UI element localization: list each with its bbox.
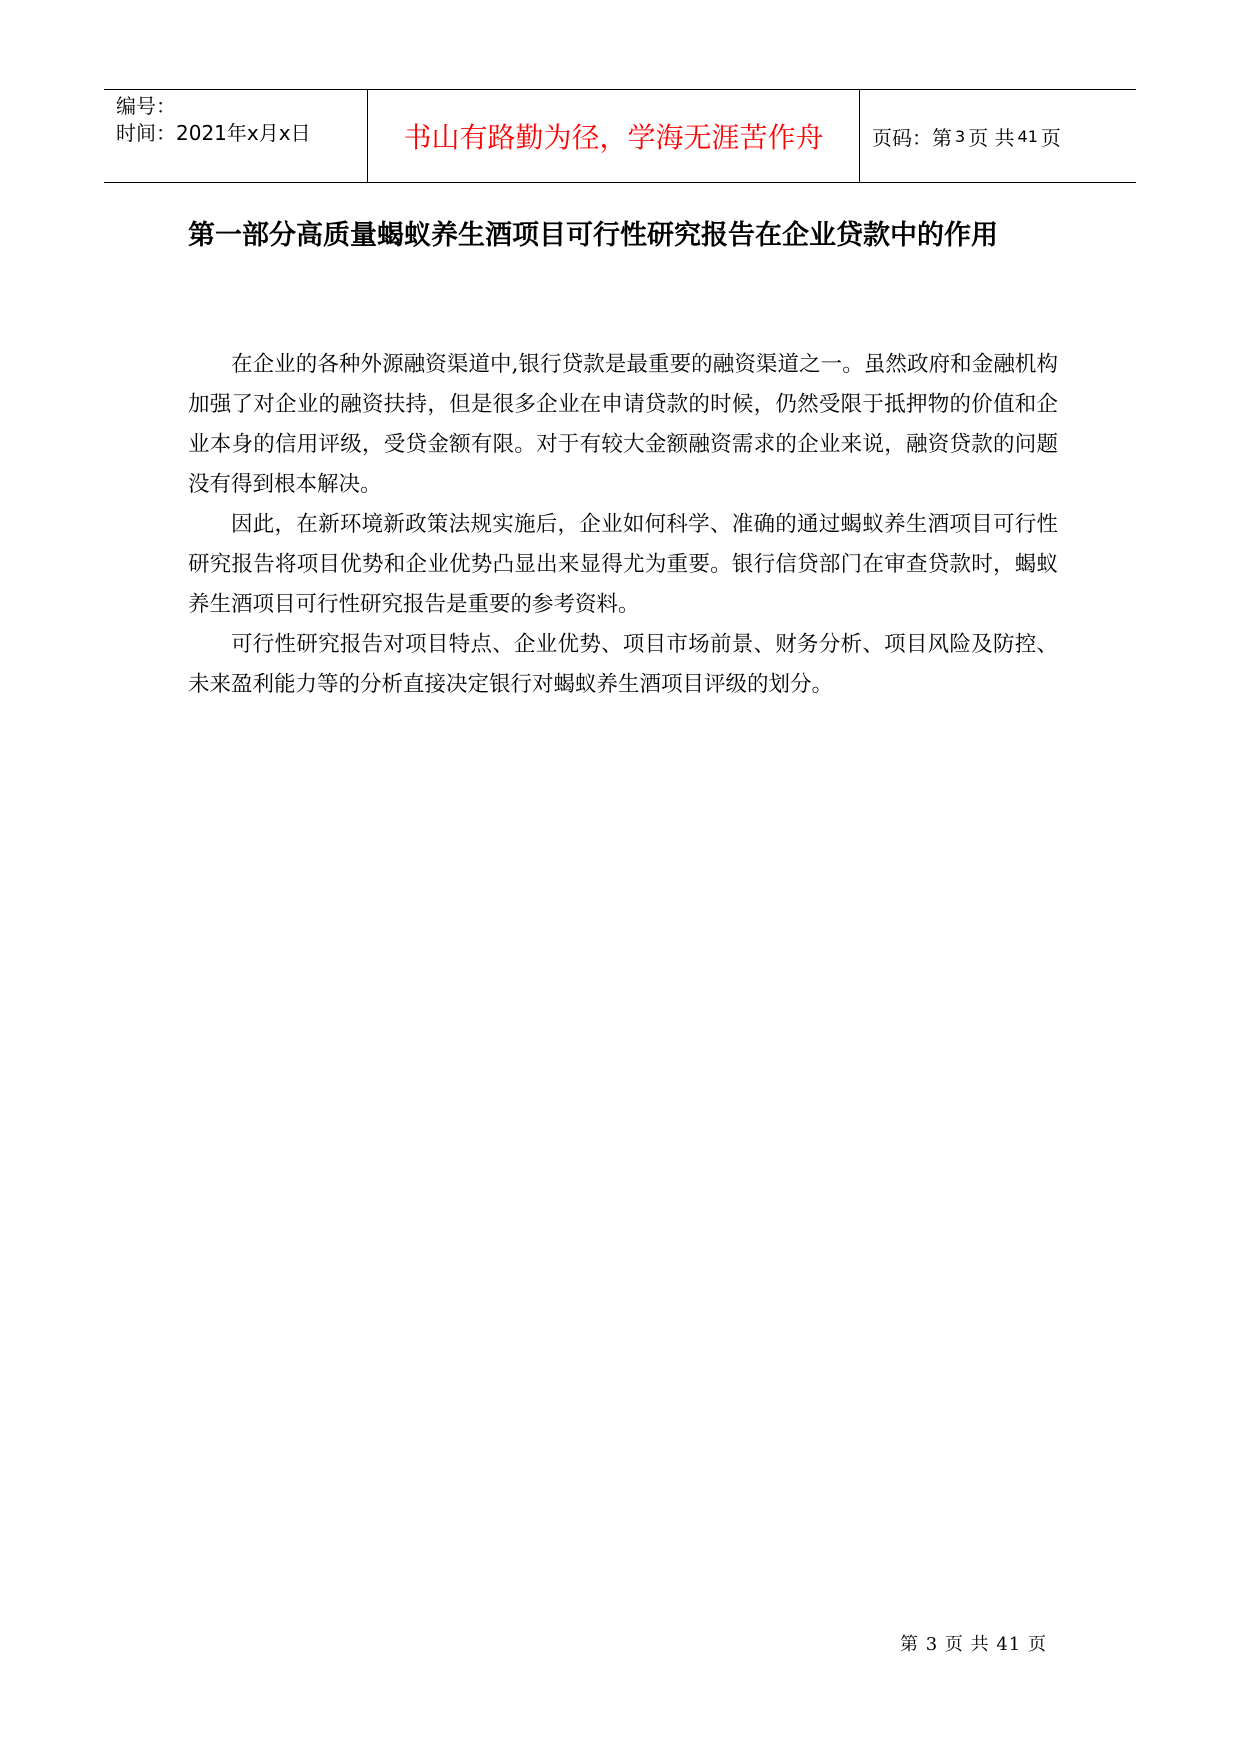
page-suffix: 页 (1040, 125, 1061, 150)
header-motto: 书山有路勤为径，学海无涯苦作舟 (368, 90, 860, 182)
document-header (104, 89, 1136, 183)
page-total: 41 (1017, 126, 1038, 146)
time-label: 时间：2021年x月x日 (116, 121, 311, 145)
page-prefix: 页码：第 (872, 125, 952, 150)
page-footer: 第 3 页 共 41 页 (900, 1634, 1047, 1655)
paragraph: 在企业的各种外源融资渠道中,银行贷款是最重要的融资渠道之一。虽然政府和金融机构加强了对企业的融资扶持，但是很多企业在申请贷款的时候，仍然受限于抵押物的价值和企业本身的信用评级，受贷金额有限。对于有较大金额融资需求的企业来说，融资贷款的问题没有得到根本解决。 (188, 352, 1058, 497)
page-middle: 页 共 (968, 125, 1015, 150)
number-label: 编号： (116, 94, 176, 118)
header-page-number (860, 90, 1136, 182)
paragraph: 可行性研究报告对项目特点、企业优势、项目市场前景、财务分析、项目风险及防控、未来盈利能力等的分析直接决定银行对蝎蚁养生酒项目评级的划分。 (188, 632, 1058, 697)
section-title: 第一部分高质量蝎蚁养生酒项目可行性研究报告在企业贷款中的作用 (188, 220, 998, 251)
header-meta (104, 90, 368, 182)
paragraph: 因此，在新环境新政策法规实施后，企业如何科学、准确的通过蝎蚁养生酒项目可行性研究报告将项目优势和企业优势凸显出来显得尤为重要。银行信贷部门在审查贷款时，蝎蚁养生酒项目可行性研究报告是重要的参考资料。 (188, 512, 1058, 617)
page-current: 3 (955, 126, 966, 146)
body-text (188, 345, 1058, 705)
